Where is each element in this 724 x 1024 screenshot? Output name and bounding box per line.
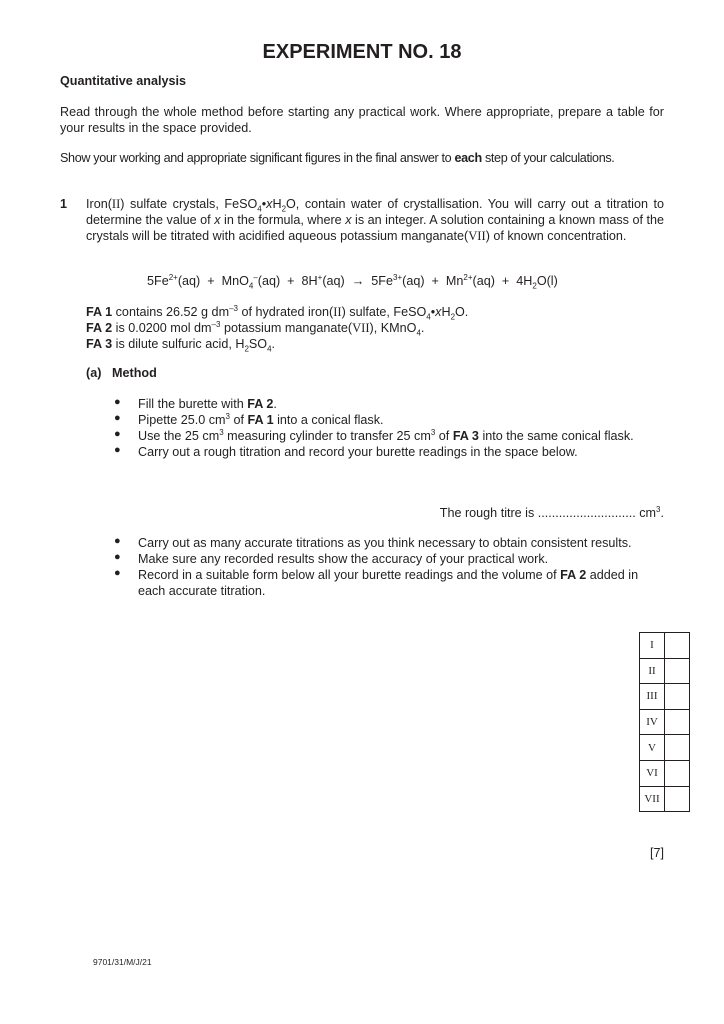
mark-box [665, 735, 690, 761]
rough-titre-line: The rough titre is ............................ $cm^3$. [439, 504, 664, 520]
mark-row-label: VI [640, 760, 665, 786]
mark-box [665, 786, 690, 812]
fa3-description: FA 3 is dilute sulfuric acid, $H_2SO_4$. [86, 337, 276, 354]
method-step-accurate-titrations: Carry out as many accurate titrations as you think necessary to obtain consistent results. [138, 536, 632, 550]
bullet-icon: ● [114, 535, 121, 547]
mark-row-label: IV [640, 709, 665, 735]
mark-row [640, 684, 690, 710]
intro-working-note: Show your working and appropriate significant figures in the final answer to each step of your calculations. [60, 151, 615, 165]
intro-instructions: Read through the whole method before starting any practical work. Where appropriate, prepare a table for your results in the space provided. [60, 105, 664, 135]
mark-row-label: III [640, 684, 665, 710]
method-step-pipette: Pipette 25.0 $cm^3$ of FA 1 into a conical flask. [138, 411, 384, 427]
bullet-icon: ● [114, 567, 121, 579]
mark-row-label: V [640, 735, 665, 761]
mark-scheme-grid [639, 632, 690, 812]
part-a-heading: Method [112, 366, 157, 380]
section-heading: Quantitative analysis [60, 74, 186, 88]
mark-row-label: II [640, 658, 665, 684]
reaction-equation: $5Fe^{2+}(aq) + MnO_4^-(aq) + 8H^+(aq) \to 5Fe^{3+}(aq) + Mn^{2+}(aq) + 4H_2O(l)$ [147, 272, 558, 291]
mark-row [640, 633, 690, 659]
fa1-description: FA 1 contains 26.52 g $dm^{-3}$ of hydrated iron(II) sulfate, $FeSO_4•xH_2O$. [86, 303, 469, 322]
method-step-accuracy: Make sure any recorded results show the accuracy of your practical work. [138, 552, 549, 566]
total-marks: [7] [649, 846, 664, 860]
mark-row [640, 760, 690, 786]
bullet-icon: ● [114, 396, 121, 408]
mark-box [665, 709, 690, 735]
mark-row-label: VII [640, 786, 665, 812]
question-text: Iron(II) sulfate crystals, $FeSO_4•xH_2O$, contain water of crystallisation. You will carry out a titration to determine the value of x in the formula, where x is an integer. A solution containing a known mass of the crystals will be titrated with acidified aqueous potassium manganate(VII) of known concentration. [86, 197, 664, 243]
mark-row [640, 786, 690, 812]
question-number: 1 [60, 197, 68, 211]
bullet-icon: ● [114, 412, 121, 424]
method-step-measuring-cylinder: Use the 25 $cm^3$ measuring cylinder to transfer 25 $cm^3$ of FA 3 into the same conical flask. [138, 427, 634, 443]
mark-row [640, 658, 690, 684]
fa2-description: FA 2 is 0.0200 mol $dm^{-3}$ potassium manganate(VII), KMnO$_4$. [86, 319, 425, 338]
footer-paper-code: 9701/31/M/J/21 [93, 957, 152, 967]
mark-row [640, 735, 690, 761]
mark-box [665, 684, 690, 710]
bullet-icon: ● [114, 444, 121, 456]
bullet-icon: ● [114, 551, 121, 563]
method-step-record-readings: Record in a suitable form below all your burette readings and the volume of FA 2 added in each accurate titration. [138, 568, 639, 598]
mark-box [665, 658, 690, 684]
mark-row-label: I [640, 633, 665, 659]
mark-box [665, 760, 690, 786]
mark-row [640, 709, 690, 735]
page-title: EXPERIMENT NO. 18 [262, 41, 462, 63]
bullet-icon: ● [114, 428, 121, 440]
method-step-fill-burette: Fill the burette with FA 2. [138, 397, 277, 411]
part-a-label: (a) [86, 366, 102, 380]
mark-box [665, 633, 690, 659]
method-step-rough-titration: Carry out a rough titration and record your burette readings in the space below. [138, 445, 578, 459]
